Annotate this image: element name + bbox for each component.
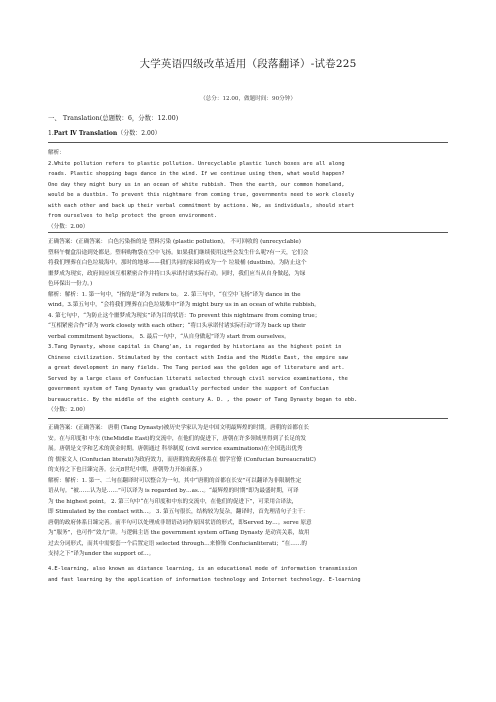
question-line: would be a dustbin. To prevent this nightmare from coming true, governments need to work closely <box>48 192 355 198</box>
part-number: 1. <box>48 130 54 137</box>
part-score: （分数：2.00） <box>117 130 161 137</box>
question-score: （分数：2.00） <box>48 407 89 413</box>
analysis-line: 为 the highest point。 2. 第三句中“在与印度和中东的交流中，在他们的促进下”，可采用合译法， <box>48 498 298 505</box>
answer-line: 正确答案：(正确答案： 唐朝 (Tang Dynasty)被历史学家认为是中国文明最辉煌的时期。唐朝的首都在长 <box>48 425 310 431</box>
answer-line: 正确答案：(正确答案： 白色污染指的是 塑料污染 (plastic pollution)。 不可回收的 (unrecyclable) <box>48 239 301 245</box>
divider <box>48 142 448 143</box>
question-line: Chinese civilization. Stimulated by the contact with India and the Middle East, the empire saw <box>48 354 348 361</box>
document-title: 大学英语四级改革适用（段落翻译）-试卷225 <box>139 58 357 70</box>
question-line: and fast learning by the application of information technology and Internet technology. E-learning <box>48 576 361 583</box>
answer-line: 安。在与印度和 中东 (theMiddle East)的交流中，在他们的促进下，唐朝在许多领域里得到了长足的发 <box>48 435 307 442</box>
question-line: One day they might bury us in an ocean of white rubbish. Then the earth, our common homeland, <box>48 181 345 188</box>
question-line: 2.White pollution refers to plastic pollution. Unrecyclable plastic lunch boxes are all along <box>48 160 345 167</box>
analysis-line: 支持之下”译为under the support of…。 <box>48 551 155 557</box>
question-line: a great development in many fields. The Tang period was the golden age of literature and art. <box>48 365 345 371</box>
part-heading <box>48 128 161 137</box>
question-line: 4.E-learning, also known as distance learning, is an educational mode of information transmission <box>48 566 358 572</box>
analysis-line: 为“服务”，也可作“效力”讲。与逻辑主语 the government system ofTang Dynasty 是动宾关系，故用 <box>48 530 310 536</box>
question-2 <box>48 342 448 416</box>
divider <box>48 418 448 419</box>
document-subtitle: （总分：12.00，做题时间：90分钟） <box>200 96 296 102</box>
analysis-line: 唐朝的政府体系日臻完善。前半句可以处理成非谓语动词作原因状语的形式，即Served by…。serve 原意 <box>48 519 312 526</box>
question-3 <box>48 564 448 585</box>
answer-line: 将我们埋葬在白色垃圾海中。那时的地球——我们共同的家园将成为一个 垃圾桶 (dustbin)。为防止这个 <box>48 260 307 266</box>
analysis-line: wind。3.第五句中，“会将我们埋葬在白色垃圾堆中”译为 might bury us in an ocean of white rubbish。 <box>48 302 320 308</box>
analysis-line: 解析：解析：1. 第一句中，“指的是”译为 refers to。 2. 第三句中，“在空中飞扬”译为 dance in the <box>48 291 301 298</box>
question-line: 3.Tang Dynasty, whose capital is Chang'an, is regarded by historians as the highest point in <box>48 344 342 350</box>
analysis-label: 解析： <box>48 150 65 156</box>
question-line: government system of Tang Dynasty was gradually perfected under the support of Confucian <box>48 386 329 392</box>
question-score: （分数：2.00） <box>48 223 89 230</box>
answer-line: 塑料午餐盒沿途到处都是。塑料购物袋在空中飞扬。如果我们继续使用这些会发生什么呢?有一天，它们会 <box>48 249 309 256</box>
analysis-line: 解析：解析：1. 第一、二句在翻译时可以整合为一句，其中“唐朝的首都在长安”可以翻译为非限制性定 <box>48 477 302 484</box>
analysis-line: 即 Stimulated by the contact with…。 3. 第五句很长，结构较为复杂，翻译时，首先理清句子主干： <box>48 509 309 515</box>
question-line: bureaucratic. By the middle of the eighth century A. D. , the power of Tang Dynasty began to ebb. <box>48 396 358 403</box>
answer-line: 的 儒家文人 (Confucian literati)为政府效力，而唐朝的政府体系在 儒学官僚 (Confucian bureaucratiC) <box>48 456 316 463</box>
divider <box>48 232 448 233</box>
analysis-line: 过去分词形式，而其中需要套一个后置定语 selected through…来修饰 Confucianliterati；“在……的 <box>48 540 308 547</box>
answer-line: 展。唐朝是文学和艺术的黄金时期。唐朝通过 科举制度 (civil service examinations)在全国选出优秀 <box>48 446 303 452</box>
question-line: from ourselves to help protect the green environment. <box>48 213 218 219</box>
answer-line: 噩梦成为现实，政府间应该互相紧密合作并将口头承诺付诸实际行动。同时，我们应当从自身做起，为绿 <box>48 270 306 277</box>
answer-line: 色环保出一份力。) <box>48 281 93 287</box>
analysis-line: 4. 第七句中，“为防止这个噩梦成为现实”译为目的状语：To prevent this nightmare from coming true； <box>48 312 321 319</box>
question-line: with each other and back up their verbal commitment by actions. We, as individuals, should start <box>48 202 355 209</box>
question-line: Served by a large class of Confucian literati selected through civil service examinations, the <box>48 375 348 382</box>
part-title: Part Ⅳ Translation <box>53 130 118 137</box>
answer-1 <box>48 237 448 342</box>
answer-2 <box>48 423 448 560</box>
question-1 <box>48 148 448 232</box>
analysis-line: verbal commitment byactions。 5. 最后一句中，“从自身做起”译为 start from ourselves。 <box>48 333 290 340</box>
section-heading: 一、 Translation(总题数：6，分数：12.00) <box>48 114 179 122</box>
answer-line: 的支持之下也日臻完善。公元8世纪中期，唐朝势力开始衰落。) <box>48 467 202 473</box>
analysis-line: “互相紧密合作”译为 work closely with each other；“将口头承诺付诸实际行动”译为 back up their <box>48 323 306 329</box>
analysis-line: 语从句。“被……认为是……”可以译为 is regarded by…as…。“最辉煌的时期”即为最盛时期，可译 <box>48 488 299 494</box>
question-line: roads. Plastic shopping bags dance in the wind. If we continue using them, what would happen? <box>48 171 345 177</box>
